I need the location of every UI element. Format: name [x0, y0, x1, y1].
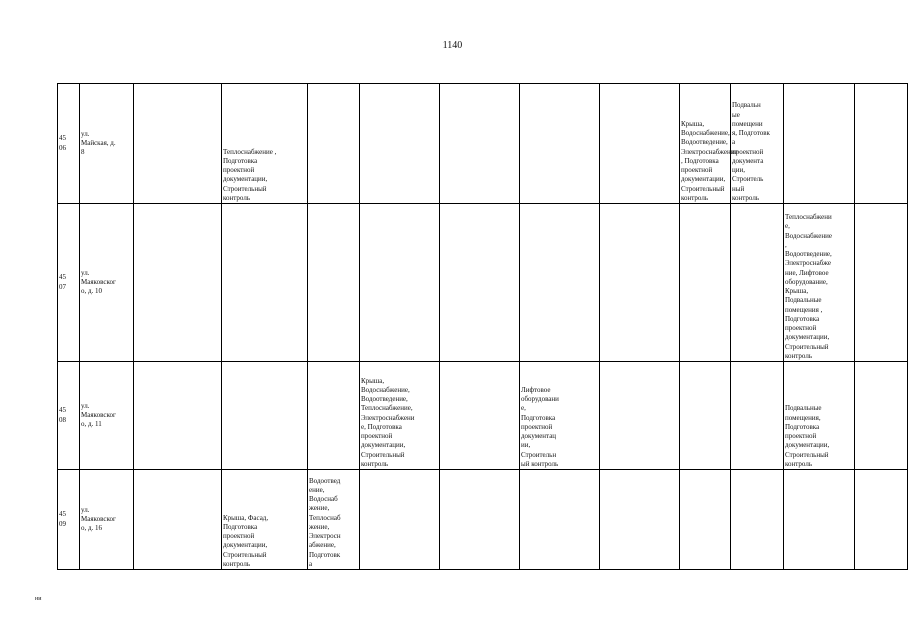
- work-cell: [520, 84, 600, 204]
- work-cell: [680, 362, 731, 470]
- work-cell: [222, 362, 308, 470]
- work-cell: [308, 84, 360, 204]
- works-table: [57, 83, 908, 570]
- empty-cell: [440, 84, 520, 204]
- table-row: [58, 204, 908, 362]
- row-number-cell: 45 08: [58, 362, 80, 470]
- work-cell: [520, 470, 600, 570]
- address-cell: ул. Маяковског о, д. 11: [80, 362, 134, 470]
- work-cell: [600, 84, 680, 204]
- work-cell: [308, 362, 360, 470]
- work-cell: Крыша, Фасад, Подготовка проектной документации, Строительный контроль: [222, 470, 308, 570]
- work-cell: [680, 470, 731, 570]
- address-cell: ул. Майская, д. 8: [80, 84, 134, 204]
- work-cell: [222, 204, 308, 362]
- work-cell: [600, 204, 680, 362]
- work-cell: Теплоснабжени е, Водоснабжение , Водоотведение, Электроснабже ние, Лифтовое оборудование, Крыша, Подвальные помещения , Подготовка проектной документации, Строительный контроль: [784, 204, 855, 362]
- address-cell: ул. Маяковског о, д. 16: [80, 470, 134, 570]
- table-row: [58, 362, 908, 470]
- work-cell: Подвальные помещения, Подготовка проектной документации, Строительный контроль: [784, 362, 855, 470]
- work-cell: [360, 470, 440, 570]
- footer-mark: ни: [35, 596, 42, 602]
- work-cell: [680, 204, 731, 362]
- row-number-cell: 45 09: [58, 470, 80, 570]
- work-cell: Крыша, Водоснабжение, Водоотведение, Теплоснабжение, Электроснабжени е, Подготовка проектной документации, Строительный контроль: [360, 362, 440, 470]
- work-cell: [731, 204, 784, 362]
- work-cell: Подвальн ые помещени я, Подготовк а проектной документа ции, Строитель ный контроль: [731, 84, 784, 204]
- work-cell: [308, 204, 360, 362]
- work-cell: Крыша, Водоснабжение, Водоотведение, Электроснабжение , Подготовка проектной документации, Строительный контроль: [680, 84, 731, 204]
- empty-cell: [440, 470, 520, 570]
- table-row: [58, 84, 908, 204]
- table-row: [58, 470, 908, 570]
- work-cell: [520, 204, 600, 362]
- page-number: 1140: [442, 40, 463, 51]
- row-number-cell: 45 06: [58, 84, 80, 204]
- empty-cell: [134, 470, 222, 570]
- empty-cell: [134, 204, 222, 362]
- work-cell: Водоотвед ение, Водоснаб жение, Теплоснаб жение, Электросн абжение, Подготовк а: [308, 470, 360, 570]
- work-cell: [360, 204, 440, 362]
- empty-cell: [440, 362, 520, 470]
- work-cell: [784, 470, 855, 570]
- empty-cell: [134, 362, 222, 470]
- work-cell: Теплоснабжение , Подготовка проектной документации, Строительный контроль: [222, 84, 308, 204]
- empty-cell: [440, 204, 520, 362]
- work-cell: Лифтовое оборудовани е, Подготовка проектной документац ии, Строительн ый контроль: [520, 362, 600, 470]
- work-cell: [360, 84, 440, 204]
- address-cell: ул. Маяковског о, д. 10: [80, 204, 134, 362]
- work-cell: [784, 84, 855, 204]
- work-cell: [600, 470, 680, 570]
- row-number-cell: 45 07: [58, 204, 80, 362]
- empty-cell: [855, 362, 908, 470]
- work-cell: [731, 470, 784, 570]
- work-cell: [731, 362, 784, 470]
- empty-cell: [855, 204, 908, 362]
- empty-cell: [855, 470, 908, 570]
- empty-cell: [855, 84, 908, 204]
- empty-cell: [134, 84, 222, 204]
- work-cell: [600, 362, 680, 470]
